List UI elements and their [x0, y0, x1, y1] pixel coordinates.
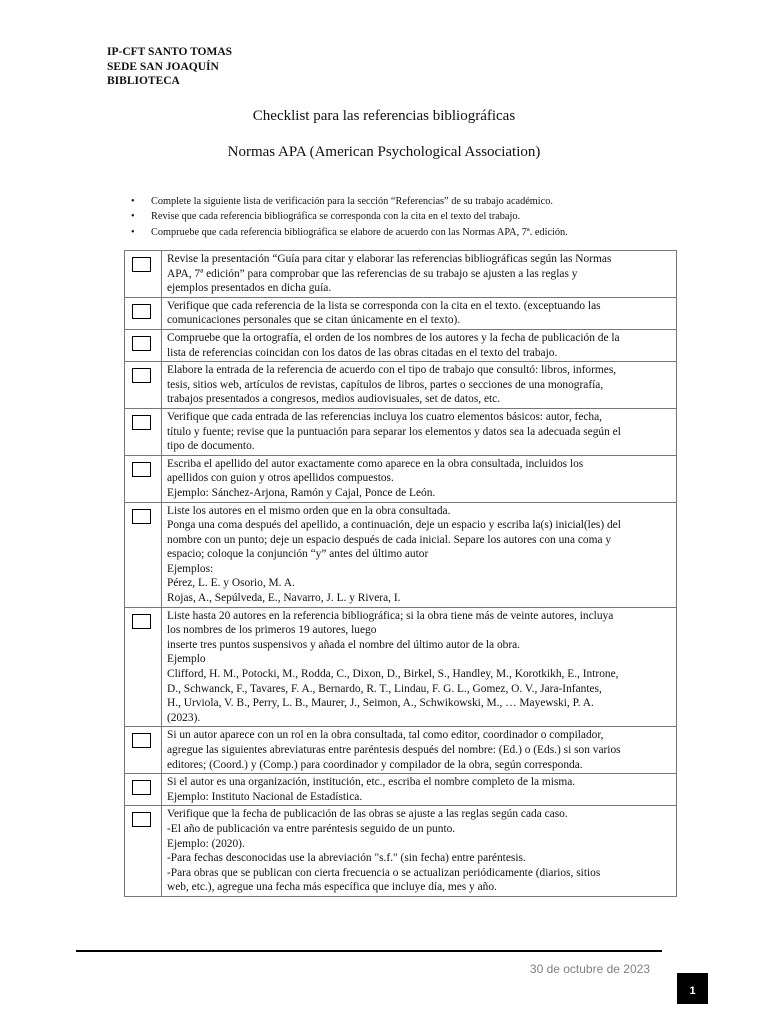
checklist-text	[162, 727, 677, 774]
checkbox[interactable]	[132, 614, 151, 629]
instruction-item	[128, 209, 568, 224]
checkbox-cell	[125, 329, 162, 361]
checklist-row	[125, 727, 677, 774]
checklist-text	[162, 297, 677, 329]
checkbox-cell	[125, 251, 162, 298]
checklist-line: comunicaciones personales que se citan únicamente en el texto).	[167, 314, 461, 327]
checklist-line: trabajos presentados a congresos, medios audiovisuales, set de datos, etc.	[167, 393, 501, 406]
institution-header	[107, 45, 232, 89]
header-line-1: IP-CFT SANTO TOMAS	[107, 46, 233, 58]
checklist-line: -El año de publicación va entre paréntesis seguido de un punto.	[167, 822, 456, 835]
checklist-line: -Para obras que se publican con cierta frecuencia o se actualizan periódicamente (diarios, sitios	[167, 866, 601, 879]
footer-date: 30 de octubre de 2023	[529, 962, 650, 976]
checklist-line: Elabore la entrada de la referencia de acuerdo con el tipo de trabajo que consultó: libros, informes,	[167, 364, 617, 377]
checklist-line: Ejemplo: (2020).	[167, 837, 245, 850]
checklist-text	[162, 607, 677, 727]
checklist-row	[125, 774, 677, 806]
checkbox[interactable]	[132, 415, 151, 430]
checkbox-cell	[125, 502, 162, 607]
checklist-table	[124, 250, 677, 897]
checklist-line: Ponga una coma después del apellido, a continuación, deje un espacio y escriba la(s) inicial(les) del	[167, 519, 621, 532]
checkbox-cell	[125, 607, 162, 727]
checkbox[interactable]	[132, 509, 151, 524]
header-line-2: SEDE SAN JOAQUÍN	[107, 60, 219, 73]
instruction-text: Revise que cada referencia bibliográfica se corresponda con la cita en el texto del trabajo.	[151, 211, 521, 223]
checklist-line: APA, 7ª edición” para comprobar que las referencias de su trabajo se ajusten a las reglas y	[167, 267, 578, 280]
checklist-line: los nombres de los primeros 19 autores, luego	[167, 624, 377, 637]
checklist-row	[125, 607, 677, 727]
checklist-line: Ejemplo	[167, 653, 206, 666]
checklist-line: inserte tres puntos suspensivos y añada el nombre del último autor de la obra.	[167, 638, 521, 651]
checklist-line: Rojas, A., Sepúlveda, E., Navarro, J. L. y Rivera, I.	[167, 592, 401, 605]
checklist-text	[162, 502, 677, 607]
checklist-line: Revise la presentación “Guía para citar y elaborar las referencias bibliográficas según las Normas	[167, 253, 612, 265]
instruction-item	[128, 225, 568, 240]
checkbox[interactable]	[132, 812, 151, 827]
checklist-line: tipo de documento.	[167, 440, 255, 453]
checklist-line: Escriba el apellido del autor exactamente como aparece en la obra consultada, incluidos los	[167, 457, 584, 470]
header-line-3: BIBLIOTECA	[107, 75, 180, 87]
document-title: Checklist para las referencias bibliográficas	[252, 108, 516, 124]
instruction-item	[128, 194, 568, 209]
checklist-line: Ejemplo: Instituto Nacional de Estadística.	[167, 790, 363, 803]
checkbox[interactable]	[132, 257, 151, 272]
checklist-line: Ejemplo: Sánchez-Arjona, Ramón y Cajal, Ponce de León.	[167, 486, 436, 499]
checklist-row	[125, 251, 677, 298]
checkbox[interactable]	[132, 733, 151, 748]
checkbox-cell	[125, 362, 162, 409]
checklist-line: tesis, sitios web, artículos de revistas, capítulos de libros, partes o secciones de una monografía,	[167, 378, 604, 391]
checklist-line: Si el autor es una organización, institución, etc., escriba el nombre completo de la misma.	[167, 776, 576, 789]
checklist-row	[125, 297, 677, 329]
bullet-icon: •	[131, 196, 135, 207]
checklist-line: apellidos con guion y otros apellidos compuestos.	[167, 472, 394, 485]
checkbox-cell	[125, 774, 162, 806]
checklist-text	[162, 329, 677, 361]
checklist-line: Verifique que cada entrada de las referencias incluya los cuatro elementos básicos: autor, fecha,	[167, 410, 603, 423]
checklist-row	[125, 455, 677, 502]
checklist-line: Pérez, L. E. y Osorio, M. A.	[167, 577, 295, 590]
checklist-line: Verifique que la fecha de publicación de las obras se ajuste a las reglas según cada caso.	[167, 808, 568, 821]
checklist-line: (2023).	[167, 711, 201, 724]
checklist-line: Liste hasta 20 autores en la referencia bibliográfica; si la obra tiene más de veinte autores, incluya	[167, 609, 614, 622]
checklist-line: -Para fechas desconocidas use la abreviación "s.f." (sin fecha) entre paréntesis.	[167, 852, 526, 865]
checklist-line: título y fuente; revise que la puntuación para separar los elementos y datos sea la adecuada según el	[167, 425, 621, 438]
checkbox-cell	[125, 727, 162, 774]
checklist-text	[162, 455, 677, 502]
checkbox-cell	[125, 806, 162, 897]
checkbox[interactable]	[132, 368, 151, 383]
checklist-row	[125, 408, 677, 455]
checkbox[interactable]	[132, 336, 151, 351]
checklist-text	[162, 774, 677, 806]
checklist-line: Liste los autores en el mismo orden que en la obra consultada.	[167, 504, 451, 517]
checklist-text	[162, 806, 677, 897]
checklist-text	[162, 362, 677, 409]
instruction-list	[128, 194, 568, 240]
checkbox[interactable]	[132, 462, 151, 477]
bullet-icon: •	[131, 226, 135, 238]
checklist-body	[125, 251, 677, 897]
checklist-line: editores; (Coord.) y (Comp.) para coordinador y compilador de la obra, según corresponda.	[167, 758, 583, 771]
checklist-row	[125, 329, 677, 361]
footer-divider	[76, 950, 662, 952]
checklist-row	[125, 806, 677, 897]
checklist-line: nombre con un punto; deje un espacio después de cada inicial. Separe los autores con una coma y	[167, 533, 612, 546]
checklist-line: Clifford, H. M., Potocki, M., Rodda, C., Dixon, D., Birkel, S., Handley, M., Korotkikh, E., Introne,	[167, 668, 619, 681]
bullet-icon: •	[131, 211, 135, 223]
checklist-line: espacio; coloque la conjunción “y” antes del último autor	[167, 548, 429, 561]
page-number: 1	[677, 973, 708, 1004]
checklist-line: Verifique que cada referencia de la lista se corresponda con la cita en el texto. (exceptuando las	[167, 299, 601, 312]
checklist-line: Ejemplos:	[167, 562, 214, 575]
checklist-row	[125, 502, 677, 607]
checklist-text	[162, 408, 677, 455]
checklist-text	[162, 251, 677, 298]
checkbox[interactable]	[132, 304, 151, 319]
checkbox-cell	[125, 297, 162, 329]
checklist-line: lista de referencias coincidan con los datos de las obras citadas en el texto del trabajo.	[167, 346, 558, 359]
checklist-line: Compruebe que la ortografía, el orden de los nombres de los autores y la fecha de publicación de la	[167, 331, 620, 344]
checkbox-cell	[125, 455, 162, 502]
checklist-line: ejemplos presentados en dicha guía.	[167, 282, 332, 295]
checklist-row	[125, 362, 677, 409]
document-subtitle: Normas APA (American Psychological Association)	[227, 144, 541, 160]
instruction-text: Complete la siguiente lista de verificación para la sección “Referencias” de su trabajo académico.	[151, 196, 553, 207]
checkbox[interactable]	[132, 780, 151, 795]
checklist-line: D., Schwanck, F., Tavares, F. A., Bernardo, R. T., Lindau, F. G. L., Gomez, O. V., Jara-Infantes,	[167, 682, 602, 695]
checkbox-cell	[125, 408, 162, 455]
checklist-line: Si un autor aparece con un rol en la obra consultada, tal como editor, coordinador o compilador,	[167, 729, 604, 742]
checklist-line: web, etc.), agregue una fecha más específica que incluye día, mes y año.	[167, 881, 497, 894]
checklist-line: agregue las siguientes abreviaturas entre paréntesis después del nombre: (Ed.) o (Eds.) si son varios	[167, 744, 621, 756]
instruction-text: Compruebe que cada referencia bibliográfica se elabore de acuerdo con las Normas APA, 7ª. edición.	[151, 226, 568, 238]
checklist-line: H., Urviola, V. B., Perry, L. B., Maurer, J., Seimon, A., Schwikowski, M., … Mayewski, P. A.	[167, 697, 594, 710]
